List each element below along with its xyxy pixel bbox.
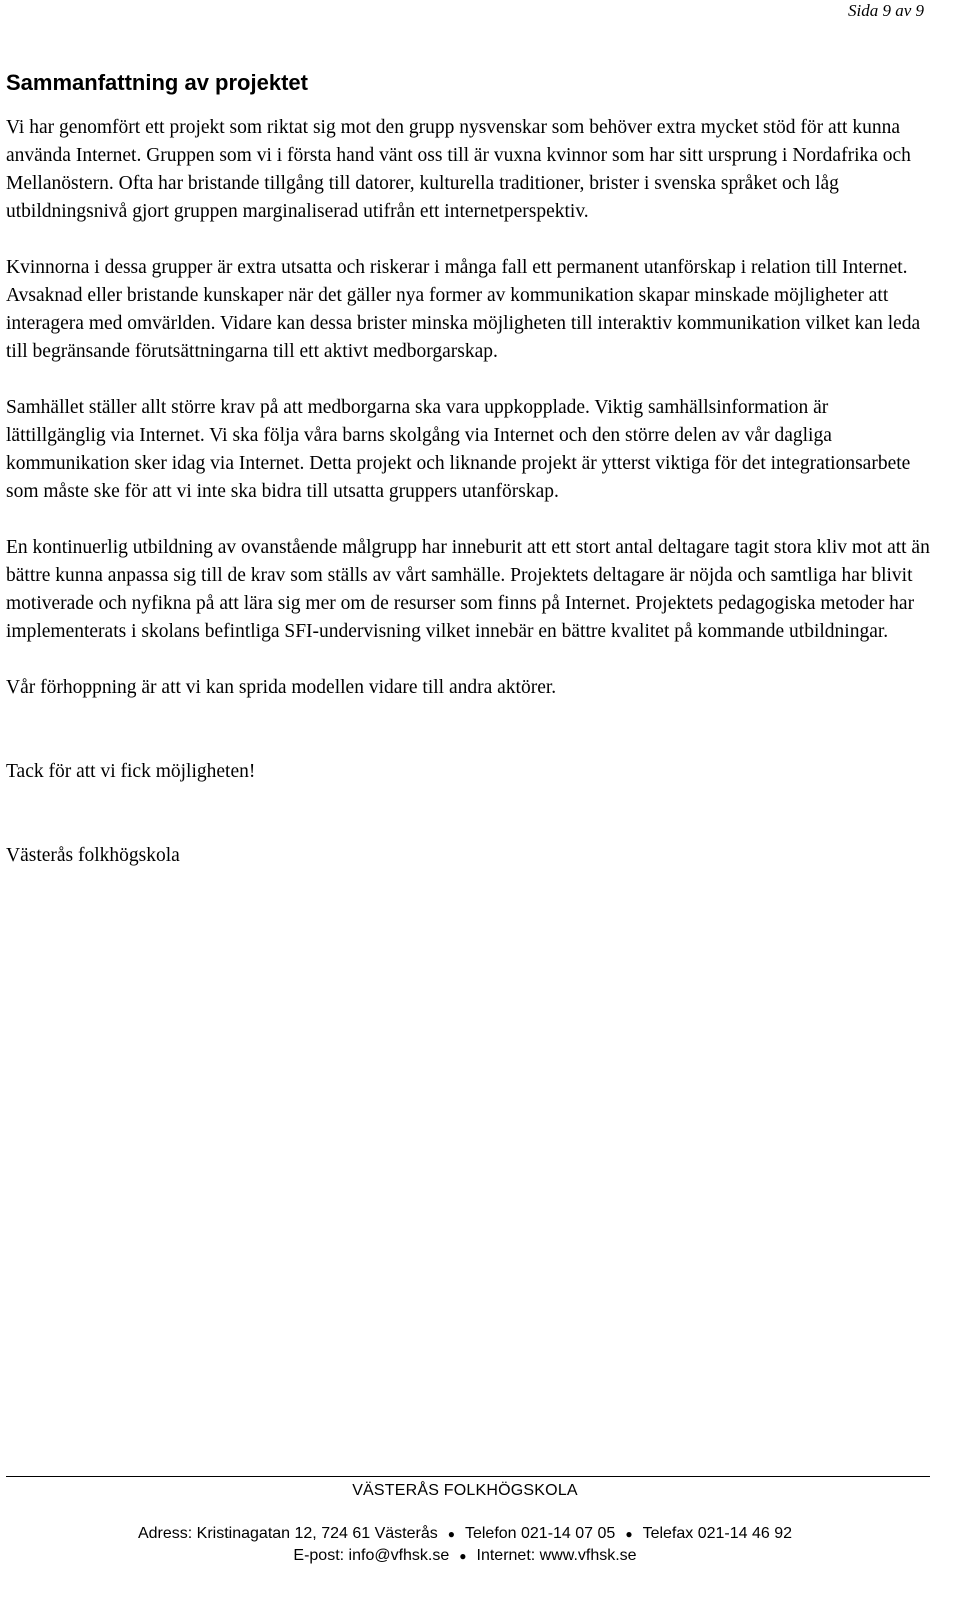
thanks-line: Tack för att vi fick möjligheten! [6,761,256,782]
footer-divider [6,1476,930,1477]
page-footer [0,1476,930,1567]
paragraph-3: Samhället ställer allt större krav på att medborgarna ska vara uppkopplade. Viktig samhällsinformation är lättillgänglig via Internet. Vi ska följa våra barns skolgång via Internet och den större delen av vår dagliga kommunikation sker idag via Internet. Detta projekt och liknande projekt är ytterst viktiga för det integrationsarbete som måste ske för att vi inte ska bidra till utsatta gruppers utanförskap. [6,397,911,502]
paragraph-2: Kvinnorna i dessa grupper är extra utsatta och riskerar i många fall ett permanent utanförskap i relation till Internet. Avsaknad eller bristande kunskaper när det gäller nya former av kommunikation skapar minskade möjligheter att interagera med omvärlden. Vidare kan dessa brister minska möjligheten till interaktiv kommunikation vilket kan leda till begränsande förutsättningarna till ett aktivt medborgarskap. [6,257,921,362]
page-number: Sida 9 av 9 [847,1,924,20]
closing-paragraph: Vår förhoppning är att vi kan sprida modellen vidare till andra aktörer. [6,677,557,698]
bullet-icon: ● [625,1527,633,1541]
paragraph-4: En kontinuerlig utbildning av ovanstående målgrupp har inneburit att ett stort antal deltagare tagit stora kliv mot att än bättre kunna anpassa sig till de krav som ställs av vårt samhälle. Projektets deltagare är nöjda och samtliga har blivit motiverade och nyfikna på att lära sig mer om de resurser som finns på Internet. Projektets pedagogiska metoder har implementerats i skolans befintliga SFI-undervisning vilket innebär en bättre kvalitet på kommande utbildningar. [6,537,930,642]
footer-email: E-post: info@vfhsk.se [293,1547,450,1565]
section-title: Sammanfattning av projektet [6,70,308,95]
document-body [6,68,931,898]
bullet-icon: ● [447,1527,455,1541]
footer-address: Adress: Kristinagatan 12, 724 61 Västerås [137,1525,438,1543]
footer-phone: Telefon 021-14 07 05 [464,1525,616,1543]
footer-organization: VÄSTERÅS FOLKHÖGSKOLA [352,1482,578,1499]
signature: Västerås folkhögskola [6,845,180,866]
footer-fax: Telefax 021-14 46 92 [642,1525,793,1543]
footer-website: Internet: www.vfhsk.se [476,1547,637,1565]
paragraph-1: Vi har genomfört ett projekt som riktat sig mot den grupp nysvenskar som behöver extra mycket stöd för att kunna använda Internet. Gruppen som vi i första hand vänt oss till är vuxna kvinnor som har sitt ursprung i Nordafrika och Mellanöstern. Ofta har bristande tillgång till datorer, kulturella traditioner, brister i svenska språket och låg utbildningsnivå gjort gruppen marginaliserad utifrån ett internetperspektiv. [6,117,911,222]
footer-contact-line [0,1523,930,1545]
footer-web-line [0,1545,930,1567]
bullet-icon: ● [459,1549,467,1564]
